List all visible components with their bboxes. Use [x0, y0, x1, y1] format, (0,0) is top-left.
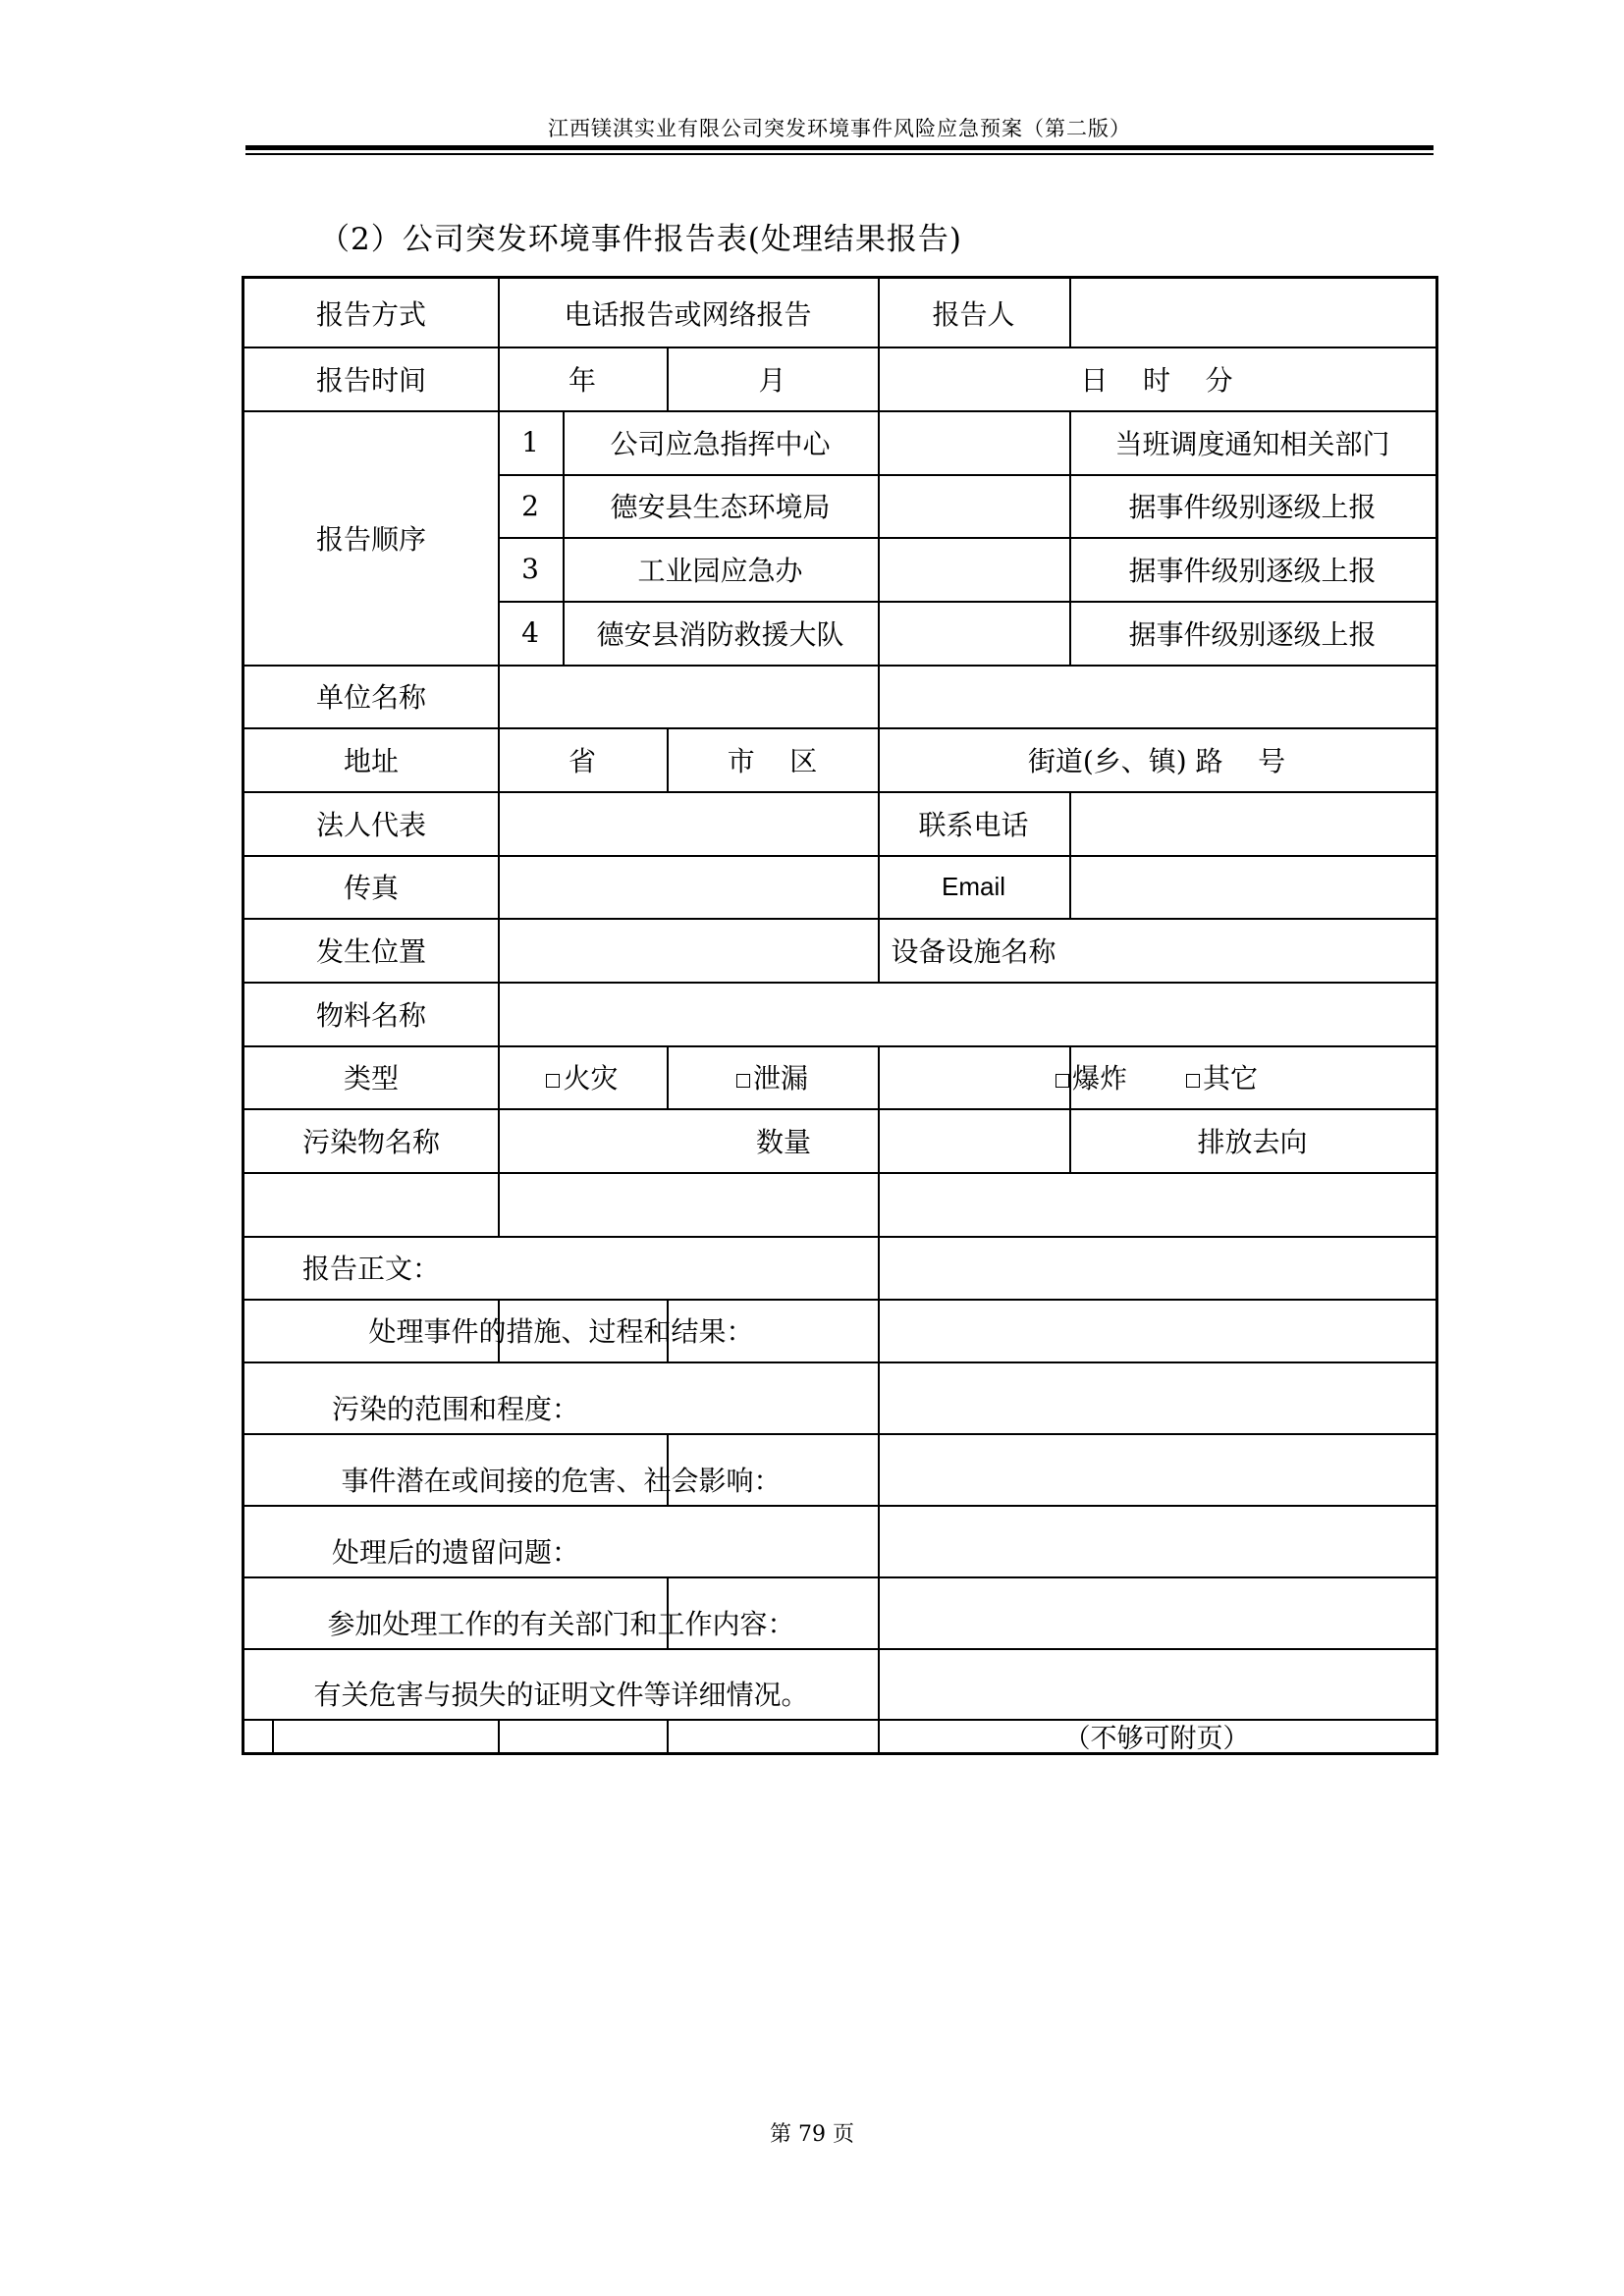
quantity-label: 数量: [755, 1125, 811, 1158]
order-org-3: 工业园应急办: [637, 554, 803, 587]
address-label: 地址: [343, 744, 399, 777]
leak-label: 泄漏: [752, 1062, 808, 1095]
type-label: 类型: [343, 1062, 399, 1095]
reporter-field[interactable]: [1069, 279, 1435, 347]
hazards-field[interactable]: [878, 1433, 1435, 1505]
page-number: 第 79 页: [770, 2122, 854, 2147]
pollutant-name-field[interactable]: [244, 1172, 498, 1236]
unit-name-field[interactable]: [498, 665, 1435, 727]
order-no-3: 3: [521, 553, 539, 585]
phone-field[interactable]: [1069, 791, 1435, 855]
report-body-field[interactable]: [878, 1236, 1435, 1299]
street-field[interactable]: 街道(乡、镇) 路 号: [1027, 744, 1286, 777]
report-order-label: 报告顺序: [315, 522, 426, 556]
attach-note: （不够可附页）: [1063, 1723, 1250, 1754]
fire-label: 火灾: [563, 1062, 619, 1095]
legal-rep-field[interactable]: [498, 791, 878, 855]
report-body-label: 报告正文：: [301, 1253, 440, 1285]
order-org-1: 公司应急指挥中心: [610, 427, 831, 460]
unit-name-label: 单位名称: [315, 681, 426, 714]
order-org-2: 德安县生态环境局: [610, 491, 831, 523]
quantity-field[interactable]: [498, 1172, 1069, 1236]
email-label: Email: [941, 871, 1005, 901]
email-field[interactable]: [1069, 855, 1435, 918]
fax-label: 传真: [343, 872, 399, 904]
measures-label: 处理事件的措施、过程和结果：: [368, 1315, 754, 1348]
order-org-4: 德安县消防救援大队: [596, 617, 844, 651]
departments-field[interactable]: [878, 1576, 1435, 1648]
legal-rep-label: 法人代表: [315, 808, 426, 841]
header-rule-thick: [245, 145, 1434, 150]
direction-field[interactable]: [1069, 1172, 1435, 1236]
phone-label: 联系电话: [918, 808, 1029, 841]
order-note-4: 据事件级别逐级上报: [1128, 617, 1377, 651]
header-rule-thin: [245, 153, 1434, 155]
explosion-label: 爆炸: [1071, 1062, 1127, 1095]
direction-label: 排放去向: [1197, 1125, 1308, 1158]
type-explosion-other-options: [878, 1045, 1435, 1108]
type-leak-option[interactable]: [667, 1045, 878, 1108]
report-form: [242, 276, 1438, 1755]
order-note-1: 当班调度通知相关部门: [1114, 427, 1390, 460]
order-no-1: 1: [521, 426, 539, 458]
explosion-checkbox[interactable]: [1056, 1074, 1069, 1088]
city-district-field[interactable]: 市 区: [727, 744, 818, 777]
issues-field[interactable]: [878, 1505, 1435, 1576]
order-note-2: 据事件级别逐级上报: [1128, 491, 1377, 523]
fax-field[interactable]: [498, 855, 878, 918]
hazards-label: 事件潜在或间接的危害、社会影响：: [341, 1465, 782, 1497]
type-fire-option[interactable]: [498, 1045, 667, 1108]
departments-label: 参加处理工作的有关部门和工作内容：: [327, 1608, 795, 1640]
province-field[interactable]: 省: [568, 744, 596, 777]
equipment-field[interactable]: [1069, 918, 1435, 982]
material-field[interactable]: [498, 982, 1435, 1045]
scope-field[interactable]: [878, 1362, 1435, 1433]
other-label: 其它: [1203, 1062, 1259, 1095]
year-field[interactable]: 年: [568, 363, 596, 397]
measures-field[interactable]: [878, 1299, 1435, 1362]
order-no-4: 4: [521, 616, 539, 649]
location-field[interactable]: [498, 918, 878, 982]
day-hour-minute-field[interactable]: 日 时 分: [1080, 363, 1233, 397]
order-no-2: 2: [521, 489, 539, 522]
month-field[interactable]: 月: [758, 363, 786, 397]
documents-label: 有关危害与损失的证明文件等详细情况。: [313, 1679, 809, 1711]
issues-label: 处理后的遗留问题：: [331, 1536, 579, 1569]
other-checkbox[interactable]: [1186, 1074, 1200, 1088]
location-label: 发生位置: [315, 934, 426, 968]
reporter-label: 报告人: [932, 297, 1015, 331]
document-header: 江西镁淇实业有限公司突发环境事件风险应急预案（第二版）: [548, 117, 1131, 140]
material-label: 物料名称: [315, 998, 426, 1032]
fire-checkbox[interactable]: [546, 1074, 560, 1088]
order-note-3: 据事件级别逐级上报: [1128, 554, 1377, 587]
leak-checkbox[interactable]: [736, 1074, 750, 1088]
pollutant-name-label: 污染物名称: [301, 1125, 440, 1158]
scope-label: 污染的范围和程度：: [331, 1393, 579, 1425]
equipment-label: 设备设施名称: [891, 934, 1056, 968]
report-time-label: 报告时间: [315, 363, 426, 397]
report-method-label: 报告方式: [315, 297, 426, 331]
section-title: （2）公司突发环境事件报告表(处理结果报告): [319, 222, 962, 257]
documents-field[interactable]: [878, 1648, 1435, 1719]
report-method-value: 电话报告或网络报告: [564, 297, 812, 331]
